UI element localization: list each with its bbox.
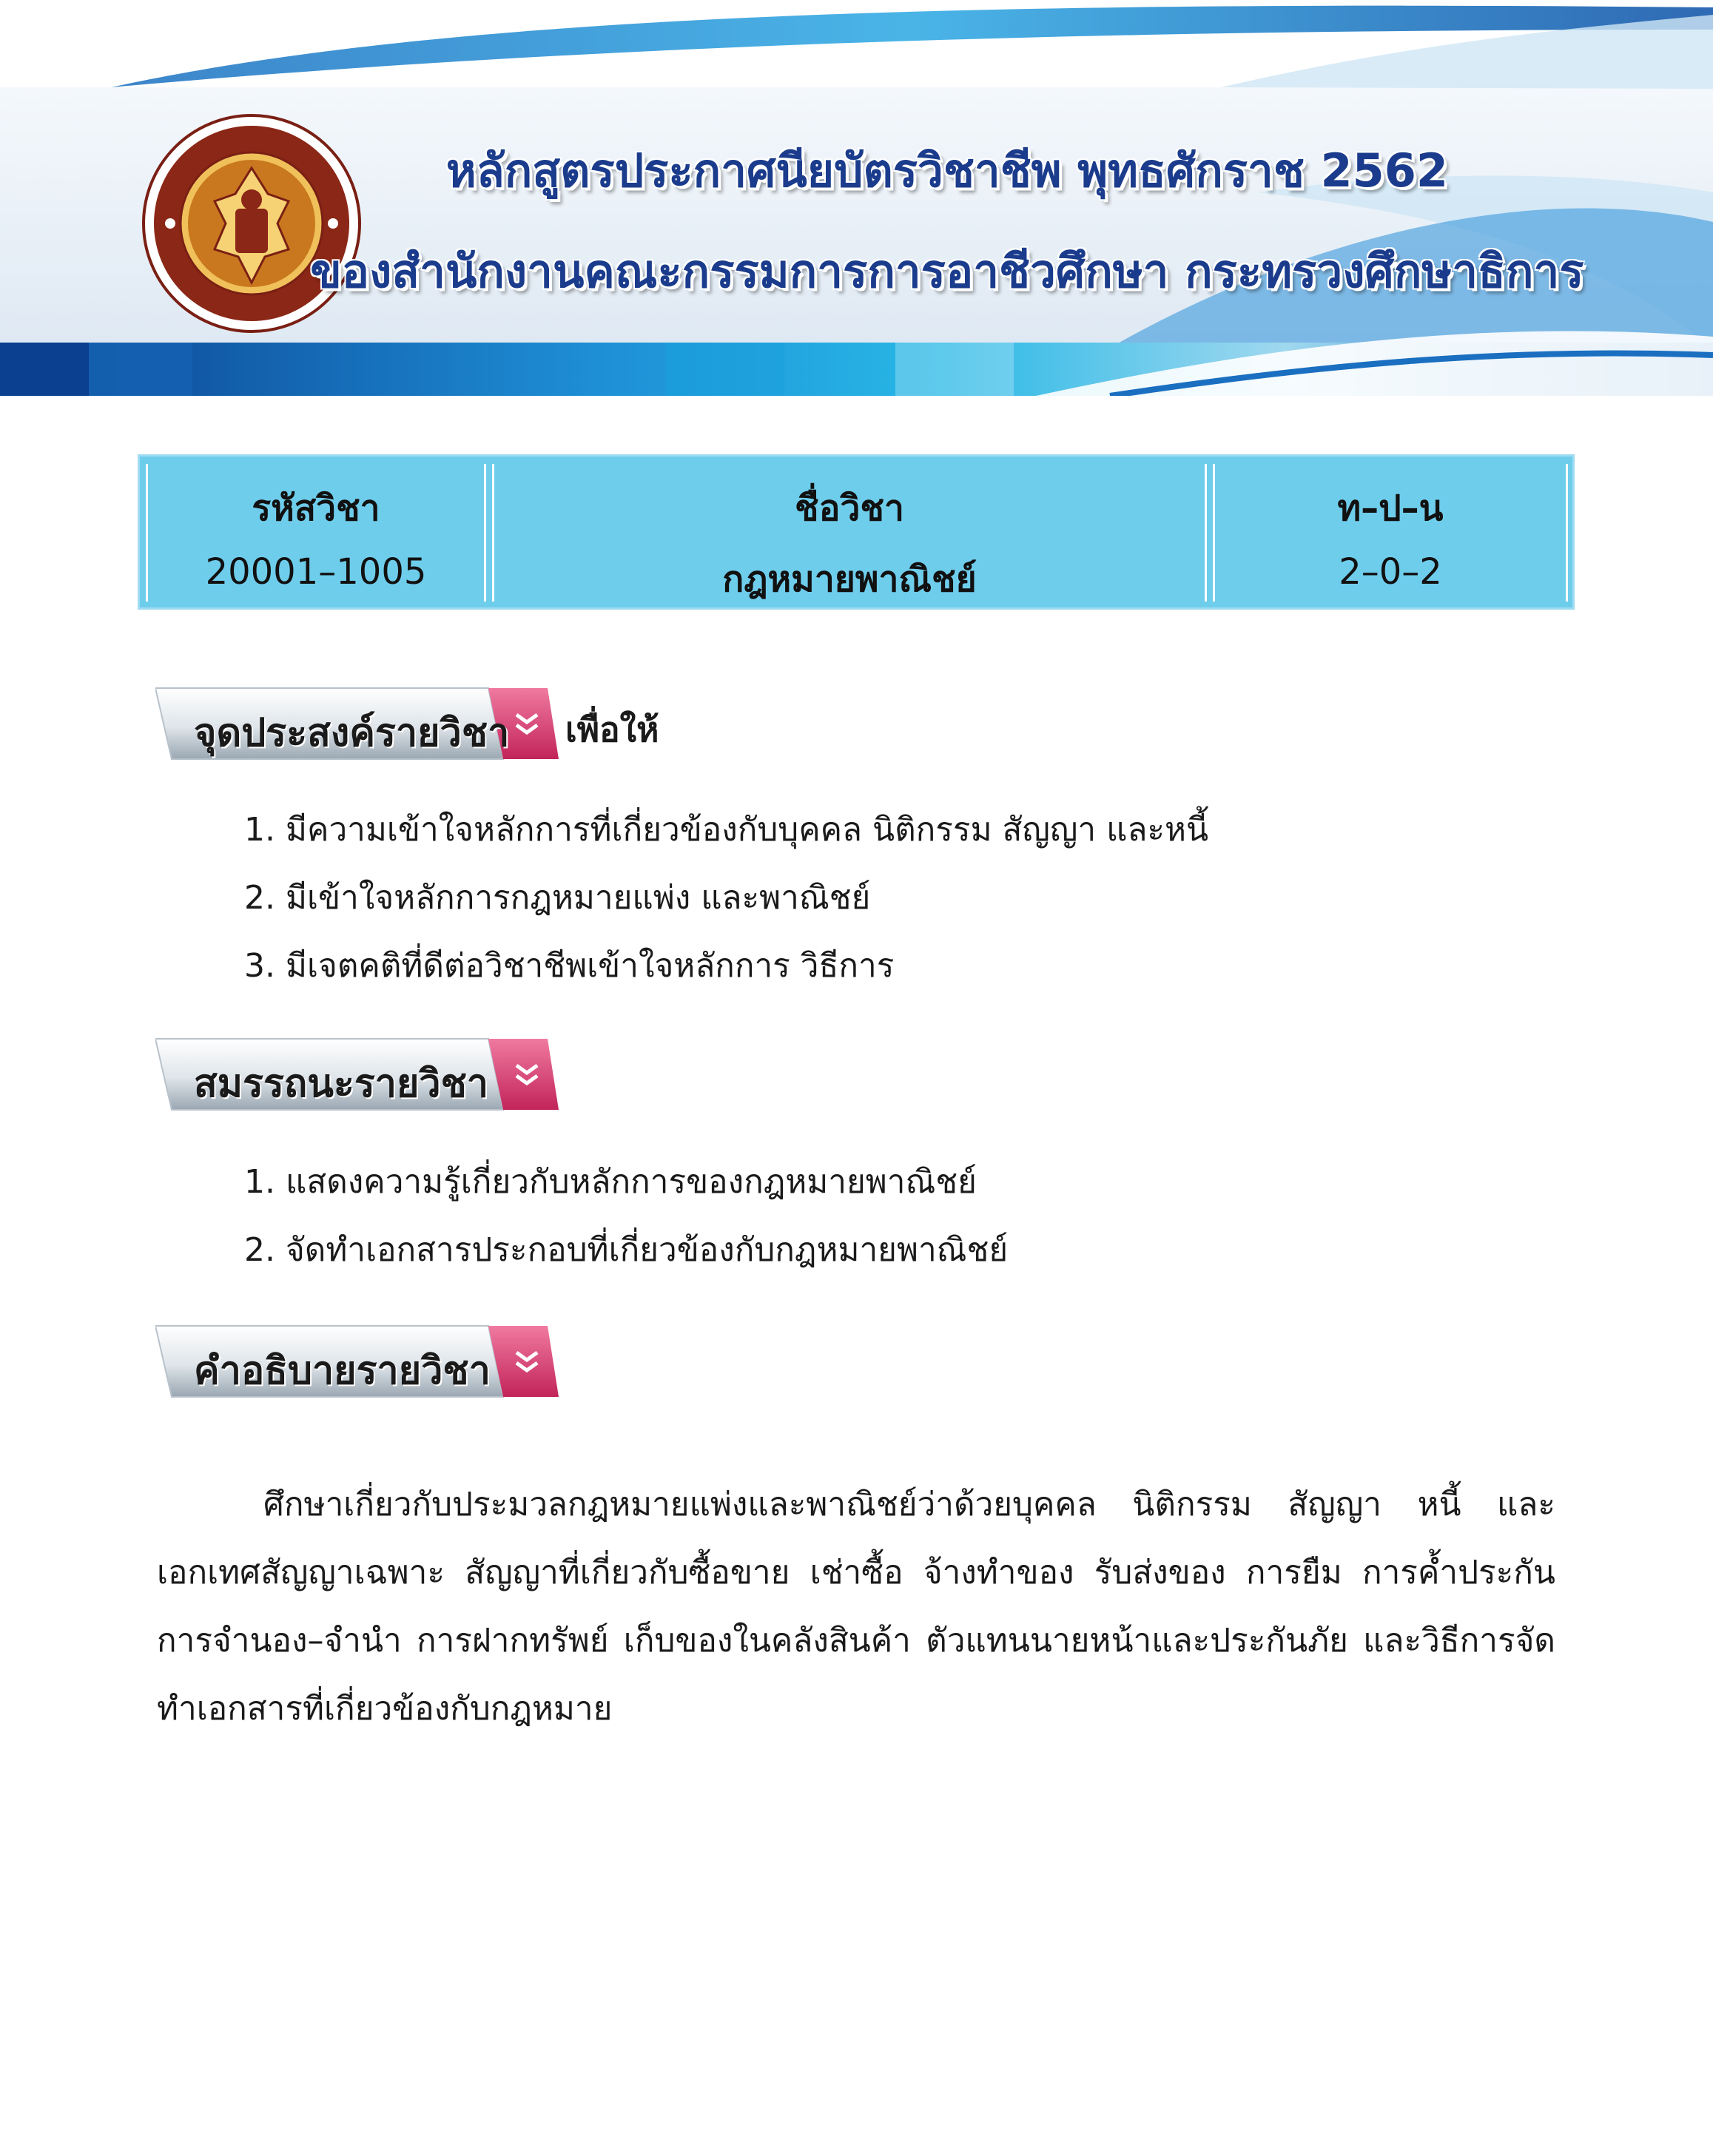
list-item-number: 1. xyxy=(244,811,275,849)
competencies-heading-badge xyxy=(155,1033,570,1114)
list-item-number: 1. xyxy=(244,1163,275,1201)
competencies-list xyxy=(244,1160,1008,1296)
objectives-heading-suffix: เพื่อให้ xyxy=(565,710,659,749)
competencies-heading: สมรรถนะรายวิชา xyxy=(194,1062,489,1106)
course-description-text: ศึกษาเกี่ยวกับประมวลกฎหมายแพ่งและพาณิชย์ว่าด้วยบุคคล นิติกรรม สัญญา หนี้ และเอกเทศสัญญาเฉพาะ สัญญาที่เกี่ยวกับซื้อขาย เช่าซื้อ จ้างทำของ รับส่งของ การยืม การค้ำประกัน การจำนอง–จำนำ การฝากทรัพย์ เก็บของในคลังสินค้า ตัวแทนนายหน้าและประกันภัย และวิธีการจัดทำเอกสารที่เกี่ยวข้องกับกฎหมาย xyxy=(157,1486,1555,1728)
course-info-table xyxy=(138,454,1575,610)
course-credit-value: 2–0–2 xyxy=(1339,551,1442,593)
header-banner xyxy=(0,0,1713,396)
chevron-down-icon xyxy=(512,1061,542,1091)
list-item-number: 2. xyxy=(244,1231,275,1269)
list-item-text: จัดทำเอกสารประกอบที่เกี่ยวข้องกับกฎหมายพาณิชย์ xyxy=(286,1231,1009,1269)
course-code-header: รหัสวิชา xyxy=(252,488,380,529)
objectives-heading: จุดประสงค์รายวิชา xyxy=(194,711,510,755)
list-item xyxy=(244,944,1208,1012)
list-item xyxy=(244,808,1208,876)
list-item xyxy=(244,1228,1008,1296)
course-name-value: กฎหมายพาณิชย์ xyxy=(722,559,977,600)
description-heading-badge xyxy=(155,1320,570,1401)
list-item-text: แสดงความรู้เกี่ยวกับหลักการของกฎหมายพาณิชย์ xyxy=(286,1163,977,1201)
chevron-down-icon xyxy=(512,1348,542,1378)
header-title-line-1: หลักสูตรประกาศนียบัตรวิชาชีพ พุทธศักราช 2562 xyxy=(445,144,1449,198)
course-code-column xyxy=(146,464,486,602)
list-item-number: 3. xyxy=(244,947,275,985)
course-credit-column xyxy=(1213,464,1568,602)
list-item xyxy=(244,1160,1008,1228)
course-name-column xyxy=(492,464,1207,602)
list-item-number: 2. xyxy=(244,879,275,917)
objectives-heading-badge xyxy=(155,682,570,764)
course-name-header: ชื่อวิชา xyxy=(795,488,904,529)
chevron-down-icon xyxy=(512,710,542,740)
description-heading: คำอธิบายรายวิชา xyxy=(194,1349,491,1393)
course-credit-header: ท–ป–น xyxy=(1337,488,1444,529)
course-code-value: 20001–1005 xyxy=(205,551,427,593)
list-item-text: มีความเข้าใจหลักการที่เกี่ยวข้องกับบุคคล นิติกรรม สัญญา และหนี้ xyxy=(286,811,1209,849)
list-item-text: มีเจตคติที่ดีต่อวิชาชีพเข้าใจหลักการ วิธีการ xyxy=(286,947,895,985)
objectives-list xyxy=(244,808,1208,1012)
header-title-line-2: ของสำนักงานคณะกรรมการการอาชีวศึกษา กระทรวงศึกษาธิการ xyxy=(310,244,1584,298)
list-item-text: มีเข้าใจหลักการกฎหมายแพ่ง และพาณิชย์ xyxy=(286,879,871,917)
list-item xyxy=(244,876,1208,944)
